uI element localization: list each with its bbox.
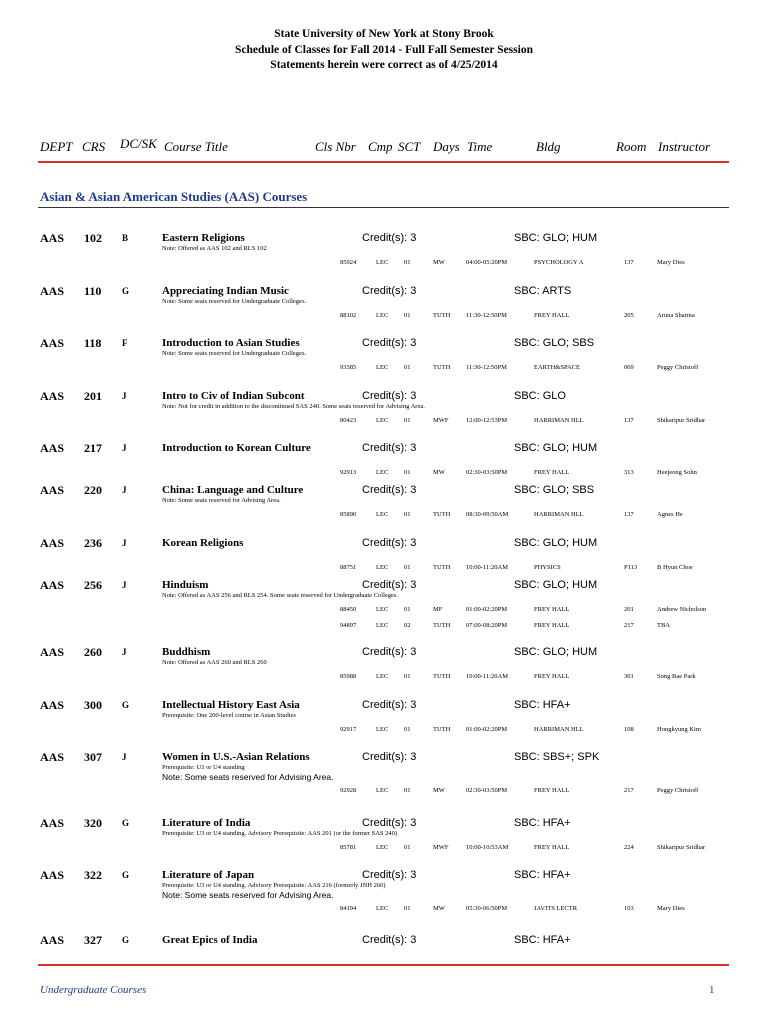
course-dcsk: G [122, 935, 130, 945]
header-divider [38, 161, 729, 163]
course-credits: Credit(s): 3 [362, 579, 417, 591]
course-sbc: SBC: HFA+ [514, 934, 571, 946]
col-time: Time [467, 139, 493, 154]
course-number: 236 [84, 536, 102, 550]
meeting-building: PSYCHOLOGY A [534, 259, 584, 266]
course-sbc: SBC: HFA+ [514, 869, 571, 881]
meeting-room: 103 [624, 905, 634, 912]
meeting-instructor: Agnes He [657, 511, 683, 518]
meeting-section: 01 [404, 726, 411, 733]
meeting-days: TUTH [433, 622, 451, 629]
meeting-days: MWF [433, 844, 449, 851]
course-credits: Credit(s): 3 [362, 699, 417, 711]
meeting-time: 08:30-09:50AM [466, 511, 509, 518]
meeting-days: MW [433, 259, 445, 266]
course-sbc: SBC: GLO; SBS [514, 337, 595, 349]
course-title: Korean Religions [162, 537, 244, 549]
meeting-room: 224 [624, 844, 634, 851]
meeting-days: MWF [433, 417, 449, 424]
col-sct: SCT [398, 139, 421, 154]
course-sbc: SBC: GLO; HUM [514, 579, 598, 591]
col-cmp: Cmp [368, 139, 393, 154]
course-number: 320 [84, 816, 102, 830]
meeting-section: 01 [404, 259, 411, 266]
col-title: Course Title [164, 139, 228, 154]
course-number: 322 [84, 868, 102, 882]
course-credits: Credit(s): 3 [362, 484, 417, 496]
course-credits: Credit(s): 3 [362, 751, 417, 763]
col-clsnbr: Cls Nbr [315, 139, 356, 154]
meeting-time: 12:00-12:53PM [466, 417, 508, 424]
footer-label: Undergraduate Courses [40, 984, 147, 996]
meeting-class-number: 92928 [340, 787, 357, 794]
meeting-days: TUTH [433, 364, 451, 371]
meeting-instructor: Shikaripur Sridhar [657, 844, 706, 851]
course-dept: AAS [40, 645, 65, 659]
course-note: Note: Offered as AAS 256 and RLS 254. Some seats reserved for Undergraduate Colleges. [162, 592, 399, 599]
course-number: 102 [84, 231, 102, 245]
course-title: Intro to Civ of Indian Subcont [162, 390, 305, 402]
meeting-days: MW [433, 469, 445, 476]
course-number: 118 [84, 336, 102, 350]
meeting-class-number: 93385 [340, 364, 357, 371]
course-credits: Credit(s): 3 [362, 390, 417, 402]
meeting-time: 10:00-11:20AM [466, 564, 509, 571]
meeting-component: LEC [376, 622, 389, 629]
meeting-instructor: TBA [657, 622, 670, 629]
meeting-building: FREY HALL [534, 844, 570, 851]
meeting-class-number: 80423 [340, 417, 357, 424]
meeting-room: 137 [624, 417, 634, 424]
page-number: 1 [709, 984, 715, 996]
meeting-component: LEC [376, 844, 389, 851]
meeting-days: MW [433, 787, 445, 794]
course-title: Literature of Japan [162, 869, 255, 881]
meeting-instructor: Peggy Christoff [657, 787, 699, 794]
meeting-instructor: Mary Dies [657, 259, 685, 266]
meeting-class-number: 85988 [340, 673, 357, 680]
meeting-class-number: 84194 [340, 905, 357, 912]
meeting-building: PHYSICS [534, 564, 561, 571]
course-dcsk: J [122, 391, 127, 401]
course-dept: AAS [40, 698, 65, 712]
course-note: Note: Some seats reserved for Advising Area. [162, 772, 334, 782]
meeting-time: 11:30-12:50PM [466, 364, 507, 371]
course-note: Prerequisite: U3 or U4 standing [162, 764, 245, 771]
course-sbc: SBC: GLO; HUM [514, 646, 598, 658]
course-sbc: SBC: GLO; SBS [514, 484, 595, 496]
course-title: Literature of India [162, 817, 251, 829]
meeting-time: 02:30-03:50PM [466, 787, 508, 794]
meeting-class-number: 92917 [340, 726, 357, 733]
course-number: 307 [84, 750, 102, 764]
course-number: 217 [84, 441, 102, 455]
header-university: State University of New York at Stony Brook [274, 28, 494, 40]
course-dept: AAS [40, 868, 65, 882]
course-title: China: Language and Culture [162, 484, 304, 496]
meeting-component: LEC [376, 417, 389, 424]
course-credits: Credit(s): 3 [362, 232, 417, 244]
course-dcsk: J [122, 485, 127, 495]
meeting-component: LEC [376, 905, 389, 912]
course-note: Prerequisite: One 200-level course in Asian Studies [162, 712, 296, 719]
course-sbc: SBC: GLO; HUM [514, 537, 598, 549]
course-credits: Credit(s): 3 [362, 337, 417, 349]
course-credits: Credit(s): 3 [362, 934, 417, 946]
course-dept: AAS [40, 441, 65, 455]
meeting-instructor: Mary Dies [657, 905, 685, 912]
course-dcsk: G [122, 286, 130, 296]
course-dept: AAS [40, 284, 65, 298]
meeting-days: MF [433, 606, 443, 613]
course-note: Prerequisite: U3 or U4 standing. Advisory Prerequisite: AAS 216 (formerly JNH 260) [162, 882, 386, 889]
course-dept: AAS [40, 483, 65, 497]
course-note: Prerequisite: U3 or U4 standing. Advisory Prerequisite: AAS 201 (or the former SAS 240) [162, 830, 398, 837]
meeting-component: LEC [376, 564, 389, 571]
course-sbc: SBC: HFA+ [514, 699, 571, 711]
meeting-class-number: 88102 [340, 312, 357, 319]
course-number: 220 [84, 483, 102, 497]
meeting-time: 04:00-05:20PM [466, 259, 508, 266]
course-dept: AAS [40, 816, 65, 830]
meeting-room: 201 [624, 606, 634, 613]
meeting-component: LEC [376, 511, 389, 518]
course-dcsk: J [122, 580, 127, 590]
meeting-section: 01 [404, 364, 411, 371]
meeting-section: 01 [404, 844, 411, 851]
meeting-building: JAVITS LECTR [534, 905, 578, 912]
meeting-days: TUTH [433, 673, 451, 680]
meeting-room: 205 [624, 312, 634, 319]
course-title: Appreciating Indian Music [162, 285, 289, 297]
course-credits: Credit(s): 3 [362, 869, 417, 881]
meeting-class-number: 92913 [340, 469, 357, 476]
meeting-building: FREY HALL [534, 787, 570, 794]
meeting-class-number: 85890 [340, 511, 357, 518]
meeting-room: 217 [624, 787, 634, 794]
meeting-time: 11:30-12:50PM [466, 312, 507, 319]
meeting-instructor: Peggy Christoff [657, 364, 699, 371]
meeting-section: 01 [404, 312, 411, 319]
meeting-instructor: Aruna Sharma [657, 312, 695, 319]
meeting-building: HARRIMAN HLL [534, 417, 584, 424]
course-credits: Credit(s): 3 [362, 817, 417, 829]
meeting-room: 313 [624, 469, 634, 476]
course-dept: AAS [40, 750, 65, 764]
meeting-time: 07:00-08:20PM [466, 622, 508, 629]
meeting-section: 01 [404, 417, 411, 424]
meeting-section: 01 [404, 564, 411, 571]
course-dept: AAS [40, 336, 65, 350]
meeting-instructor: Shikaripur Sridhar [657, 417, 706, 424]
meeting-component: LEC [376, 312, 389, 319]
course-credits: Credit(s): 3 [362, 646, 417, 658]
course-note: Note: Offered as AAS 102 and RLS 102 [162, 245, 267, 252]
course-number: 300 [84, 698, 102, 712]
col-days: Days [433, 139, 460, 154]
course-number: 110 [84, 284, 102, 298]
meeting-section: 01 [404, 787, 411, 794]
course-title: Buddhism [162, 646, 211, 658]
col-room: Room [616, 139, 647, 154]
course-note: Note: Some seats reserved for Undergraduate Colleges. [162, 350, 307, 357]
course-sbc: SBC: GLO; HUM [514, 232, 598, 244]
meeting-room: 137 [624, 259, 634, 266]
col-crs: CRS [82, 139, 106, 154]
course-note: Note: Some seats reserved for Advising Area. [162, 497, 281, 504]
meeting-instructor: Sung Bae Park [657, 673, 696, 680]
course-title: Introduction to Asian Studies [162, 337, 300, 349]
meeting-room: 069 [624, 364, 634, 371]
meeting-component: LEC [376, 726, 389, 733]
meeting-building: FREY HALL [534, 469, 570, 476]
meeting-room: P113 [624, 564, 638, 571]
meeting-class-number: 88751 [340, 564, 357, 571]
meeting-instructor: B Hyun Choe [657, 564, 693, 571]
meeting-time: 02:30-03:50PM [466, 469, 508, 476]
course-note: Note: Some seats reserved for Undergraduate Colleges. [162, 298, 307, 305]
course-dcsk: J [122, 647, 127, 657]
course-credits: Credit(s): 3 [362, 442, 417, 454]
course-credits: Credit(s): 3 [362, 285, 417, 297]
meeting-room: 137 [624, 511, 634, 518]
col-dcsk: DC/SK [120, 136, 157, 151]
meeting-instructor: Andrew Nicholson [657, 606, 707, 613]
header-statement: Statements herein were correct as of 4/25/2014 [270, 59, 498, 71]
course-dept: AAS [40, 933, 65, 947]
course-number: 260 [84, 645, 102, 659]
meeting-days: TUTH [433, 564, 451, 571]
course-sbc: SBC: SBS+; SPK [514, 751, 600, 763]
meeting-component: LEC [376, 364, 389, 371]
meeting-section: 01 [404, 606, 411, 613]
meeting-component: LEC [376, 787, 389, 794]
meeting-building: FREY HALL [534, 673, 570, 680]
course-note: Note: Not for credit in addition to the discontinued SAS 240. Some seats reserved for Advising Area. [162, 403, 425, 410]
course-dcsk: J [122, 538, 127, 548]
footer-divider [38, 964, 729, 966]
meeting-class-number: 85924 [340, 259, 357, 266]
course-title: Women in U.S.-Asian Relations [162, 751, 310, 763]
meeting-class-number: 88450 [340, 606, 357, 613]
meeting-room: 108 [624, 726, 634, 733]
course-dept: AAS [40, 578, 65, 592]
course-dcsk: G [122, 870, 130, 880]
meeting-class-number: 85781 [340, 844, 357, 851]
meeting-days: TUTH [433, 511, 451, 518]
meeting-building: FREY HALL [534, 606, 570, 613]
meeting-section: 01 [404, 673, 411, 680]
course-number: 201 [84, 389, 102, 403]
meeting-building: FREY HALL [534, 312, 570, 319]
meeting-section: 02 [404, 622, 411, 629]
course-dcsk: G [122, 700, 130, 710]
course-sbc: SBC: ARTS [514, 285, 572, 297]
course-dcsk: G [122, 818, 130, 828]
meeting-time: 10:00-11:20AM [466, 673, 509, 680]
course-title: Intellectual History East Asia [162, 699, 300, 711]
meeting-component: LEC [376, 259, 389, 266]
course-dept: AAS [40, 389, 65, 403]
meeting-days: TUTH [433, 726, 451, 733]
col-instructor: Instructor [658, 139, 710, 154]
course-note: Note: Offered as AAS 260 and RLS 260 [162, 659, 267, 666]
course-sbc: SBC: GLO; HUM [514, 442, 598, 454]
section-divider [38, 207, 729, 208]
course-dcsk: F [122, 338, 128, 348]
course-dept: AAS [40, 231, 65, 245]
course-dcsk: J [122, 752, 127, 762]
course-title: Eastern Religions [162, 232, 245, 244]
course-number: 327 [84, 933, 102, 947]
course-sbc: SBC: GLO [514, 390, 566, 402]
course-note: Note: Some seats reserved for Advising Area. [162, 890, 334, 900]
meeting-building: HARRIMAN HLL [534, 726, 584, 733]
meeting-building: EARTH&SPACE [534, 364, 580, 371]
course-credits: Credit(s): 3 [362, 537, 417, 549]
meeting-section: 01 [404, 905, 411, 912]
col-dept: DEPT [40, 139, 73, 154]
course-title: Hinduism [162, 579, 209, 591]
meeting-instructor: Hongkyung Kim [657, 726, 701, 733]
meeting-room: 301 [624, 673, 634, 680]
meeting-time: 10:00-10:53AM [466, 844, 509, 851]
col-bldg: Bldg [536, 139, 561, 154]
course-number: 256 [84, 578, 102, 592]
meeting-time: 01:00-02:20PM [466, 726, 508, 733]
meeting-time: 01:00-02:20PM [466, 606, 508, 613]
section-title: Asian & Asian American Studies (AAS) Courses [40, 189, 308, 204]
course-title: Introduction to Korean Culture [162, 442, 311, 454]
meeting-component: LEC [376, 606, 389, 613]
meeting-class-number: 94897 [340, 622, 357, 629]
meeting-section: 01 [404, 469, 411, 476]
meeting-component: LEC [376, 469, 389, 476]
meeting-room: 217 [624, 622, 634, 629]
meeting-building: HARRIMAN HLL [534, 511, 584, 518]
meeting-building: FREY HALL [534, 622, 570, 629]
course-dcsk: B [122, 233, 129, 243]
meeting-days: MW [433, 905, 445, 912]
header-schedule: Schedule of Classes for Fall 2014 - Full Fall Semester Session [235, 44, 533, 56]
meeting-section: 01 [404, 511, 411, 518]
meeting-component: LEC [376, 673, 389, 680]
course-dcsk: J [122, 443, 127, 453]
meeting-days: TUTH [433, 312, 451, 319]
course-sbc: SBC: HFA+ [514, 817, 571, 829]
course-title: Great Epics of India [162, 934, 258, 946]
course-dept: AAS [40, 536, 65, 550]
meeting-instructor: Heejeong Sohn [657, 469, 697, 476]
meeting-time: 05:30-06:50PM [466, 905, 508, 912]
